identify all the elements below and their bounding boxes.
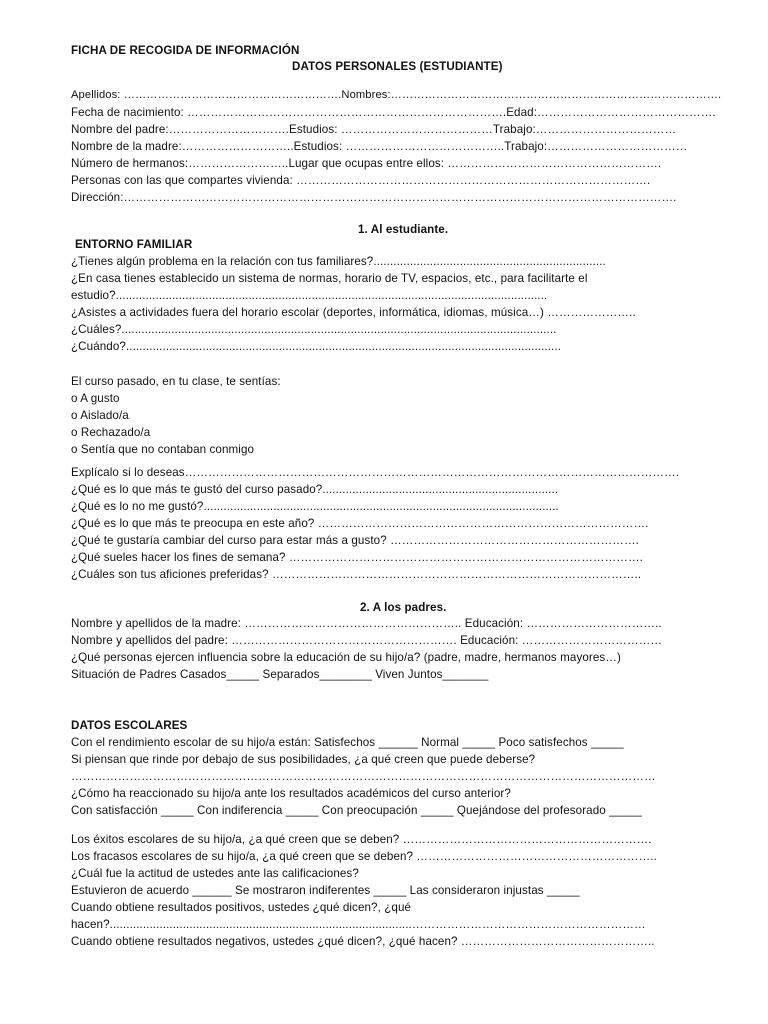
datos-escolares-heading: DATOS ESCOLARES	[71, 719, 188, 732]
question-line: Si piensan que rinde por debajo de sus posibilidades, ¿a qué creen que puede deberse?	[71, 753, 536, 766]
field-padre-educacion: Nombre y apellidos del padre: …………………………………………………. Educación: ………………………………	[71, 634, 663, 647]
form-title: FICHA DE RECOGIDA DE INFORMACIÓN	[71, 44, 300, 57]
question-line: ¿Asistes a actividades fuera del horario escolar (deportes, informática, idiomas, música…) …………………..	[71, 306, 636, 319]
question-line: Cuando obtiene resultados positivos, ustedes ¿qué dicen?, ¿qué	[71, 901, 412, 914]
question-line: Con el rendimiento escolar de su hijo/a están: Satisfechos ______ Normal _____ Poco satisfechos _____	[71, 736, 624, 749]
question-line: Con satisfacción _____ Con indiferencia _____ Con preocupación _____ Quejándose del profesorado _____	[71, 804, 642, 817]
answer-line: hacen?...........................................................................................……………………………………………………	[71, 918, 646, 931]
field-hermanos: Número de hermanos:……………………..Lugar que ocupas entre ellos: ……………………………………………….	[71, 157, 662, 170]
field-vivienda: Personas con las que compartes vivienda: ……………………………………………………………………………….	[71, 174, 651, 187]
question-line: Explícalo si lo deseas……………………………………………………………………………………………………………….	[71, 466, 680, 479]
question-line: ¿Cuáles son tus aficiones preferidas? …………………………………………………………………………………..	[71, 568, 642, 581]
option-rechazado: o Rechazado/a	[71, 426, 151, 439]
option-aislado: o Aislado/a	[71, 409, 129, 422]
question-line: ¿Qué es lo que más te gustó del curso pasado?.......................................................................	[71, 483, 559, 496]
question-line: ¿Tienes algún problema en la relación con tus familiares?......................................................................	[71, 255, 606, 268]
entorno-familiar-heading: ENTORNO FAMILIAR	[75, 238, 193, 251]
field-direccion: Dirección:…………………………………………………………………………………………………………………………….	[71, 191, 677, 204]
question-line: Cuando obtiene resultados negativos, ustedes ¿qué dicen?, ¿qué hacen? …………………………………………..	[71, 935, 655, 948]
question-line: Estuvieron de acuerdo ______ Se mostraron indiferentes _____ Las consideraron injustas _____	[71, 884, 580, 897]
question-line: estudio?..................................................................................................................................	[71, 289, 548, 302]
question-line: ¿Cuáles?...................................................................................................................................	[71, 323, 557, 336]
field-madre: Nombre de la madre:………………………..Estudios: …………………………………..Trabajo:………………………………	[71, 140, 688, 153]
form-subtitle: DATOS PERSONALES (ESTUDIANTE)	[292, 60, 503, 73]
question-line: ¿Cuál fue la actitud de ustedes ante las calificaciones?	[71, 867, 359, 880]
answer-line: ……………………………………………………………………………………………………………………………………	[71, 770, 656, 783]
question-line: Los fracasos escolares de su hijo/a, ¿a qué creen que se deben? ……………………………………………………..	[71, 850, 657, 863]
feel-question: El curso pasado, en tu clase, te sentías:	[71, 375, 281, 388]
option-no-contaban: o Sentía que no contaban conmigo	[71, 443, 255, 456]
question-line: ¿Qué es lo que más te preocupa en este año? ………………………………………………………………………….	[71, 517, 649, 530]
field-apellidos-nombres: Apellidos: ………………………………………………….Nombres:…………………………………………………………………………….	[71, 89, 722, 101]
section-1-title: 1. Al estudiante.	[358, 223, 449, 236]
situacion-padres: Situación de Padres Casados_____ Separados________ Viven Juntos_______	[71, 668, 489, 681]
question-line: ¿Cómo ha reaccionado su hijo/a ante los resultados académicos del curso anterior?	[71, 787, 511, 800]
question-line: ¿Qué personas ejercen influencia sobre la educación de su hijo/a? (padre, madre, hermanos mayores…)	[71, 651, 621, 664]
question-line: ¿Qué es lo no me gustó?...........................................................................................................	[71, 500, 559, 513]
question-line: Los éxitos escolares de su hijo/a, ¿a qué creen que se deben? ……………………………………………………….	[71, 833, 652, 846]
question-line: ¿En casa tienes establecido un sistema de normas, horario de TV, espacios, etc., para facilitarte el	[71, 272, 588, 285]
question-line: ¿Cuándo?...................................................................................................................................	[71, 340, 562, 353]
field-madre-educacion: Nombre y apellidos de la madre: ……………………………………………….. Educación: ……………………………..	[71, 617, 662, 630]
question-line: ¿Qué te gustaría cambiar del curso para estar más a gusto? ……………………………………………………….	[71, 534, 639, 547]
option-a-gusto: o A gusto	[71, 392, 120, 405]
field-padre: Nombre del padre:………………………….Estudios: …………………………………Trabajo:………………………………	[71, 123, 677, 136]
section-2-title: 2. A los padres.	[360, 601, 447, 614]
field-fecha-edad: Fecha de nacimiento: ……………………………………………………………………….Edad:……………………………………….	[71, 106, 716, 119]
question-line: ¿Qué sueles hacer los fines de semana? ……………………………………………………………………………….	[71, 551, 643, 564]
